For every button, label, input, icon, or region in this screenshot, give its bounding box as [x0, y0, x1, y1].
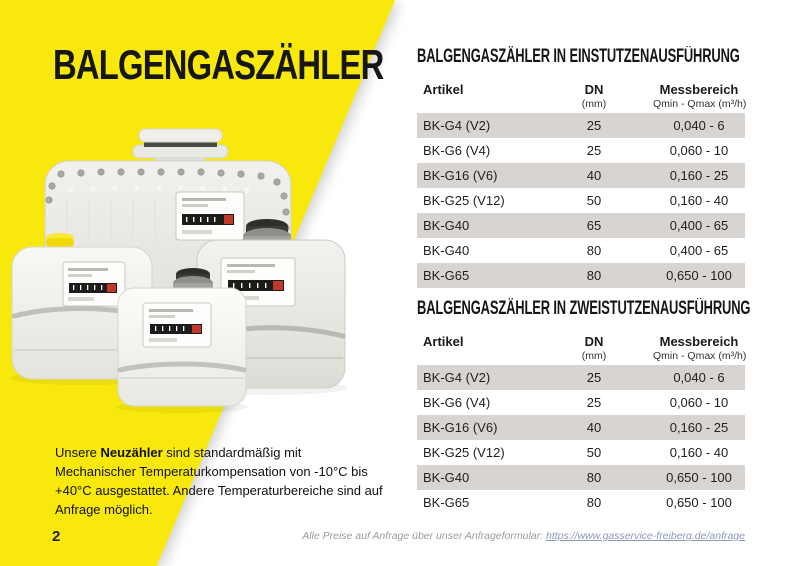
- cell-messbereich: 0,400 - 65: [669, 243, 729, 258]
- cell-artikel: BK-G4 (V2): [423, 370, 491, 385]
- cell-dn: 40: [586, 420, 602, 435]
- cell-dn: 50: [586, 445, 602, 460]
- table-row: [417, 138, 745, 163]
- temperature-note: [55, 443, 385, 519]
- table-header-row: [417, 82, 745, 113]
- cell-messbereich: 0,060 - 10: [669, 143, 729, 158]
- cell-dn: 65: [586, 218, 602, 233]
- table-row: [417, 440, 745, 465]
- cell-dn: 80: [586, 243, 602, 258]
- table-row: [417, 238, 745, 263]
- cell-dn: 25: [586, 118, 602, 133]
- cell-dn: 25: [586, 143, 602, 158]
- col-header-dn: DN (mm): [581, 334, 607, 362]
- cell-messbereich: 0,160 - 40: [669, 193, 729, 208]
- cell-messbereich: 0,160 - 25: [669, 420, 729, 435]
- cell-messbereich: 0,160 - 25: [669, 168, 729, 183]
- table-row: [417, 490, 745, 515]
- cell-messbereich: 0,060 - 10: [669, 395, 729, 410]
- cell-dn: 80: [586, 268, 602, 283]
- page-title: BALGENGASZÄHLER: [53, 41, 384, 88]
- cell-artikel: BK-G16 (V6): [423, 420, 498, 435]
- table-row: [417, 390, 745, 415]
- col-header-messbereich: Messbereich Qmin - Qmax (m³/h): [653, 334, 747, 362]
- table-row: [417, 263, 745, 288]
- cell-artikel: BK-G6 (V4): [423, 143, 491, 158]
- cell-dn: 80: [586, 470, 602, 485]
- cell-artikel: BK-G40: [423, 243, 470, 258]
- cell-messbereich: 0,040 - 6: [673, 370, 725, 385]
- footer: [302, 530, 745, 542]
- cell-artikel: BK-G25 (V12): [423, 193, 505, 208]
- cell-artikel: BK-G4 (V2): [423, 118, 491, 133]
- table-row: [417, 213, 745, 238]
- table-row: [417, 415, 745, 440]
- cell-artikel: BK-G25 (V12): [423, 445, 505, 460]
- footer-link[interactable]: https://www.gasservice-freiberg.de/anfrage: [545, 530, 745, 542]
- cell-messbereich: 0,650 - 100: [666, 470, 732, 485]
- cell-dn: 50: [586, 193, 602, 208]
- page-number: 2: [52, 528, 61, 545]
- table-header-row: [417, 334, 745, 365]
- cell-messbereich: 0,040 - 6: [673, 118, 725, 133]
- table-row: [417, 163, 745, 188]
- cell-artikel: BK-G16 (V6): [423, 168, 498, 183]
- table-row: [417, 365, 745, 390]
- table-row: [417, 465, 745, 490]
- middle-meter: [118, 268, 246, 406]
- cell-messbereich: 0,160 - 40: [669, 445, 729, 460]
- note-bold: Neuzähler: [100, 445, 163, 460]
- cell-artikel: BK-G40: [423, 470, 470, 485]
- footer-text: Alle Preise auf Anfrage über unser Anfrageformular:: [302, 530, 546, 542]
- cell-artikel: BK-G40: [423, 218, 470, 233]
- cell-messbereich: 0,650 - 100: [666, 495, 732, 510]
- col-header-artikel: Artikel: [423, 82, 464, 97]
- cell-messbereich: 0,400 - 65: [669, 218, 729, 233]
- product-photo-gas-meters: [5, 126, 355, 431]
- cell-dn: 80: [586, 495, 602, 510]
- table-title: BALGENGASZÄHLER IN EINSTUTZENAUSFÜHRUNG: [417, 46, 740, 67]
- cell-artikel: BK-G65: [423, 495, 470, 510]
- cell-dn: 25: [586, 395, 602, 410]
- table-title: BALGENGASZÄHLER IN ZWEISTUTZENAUSFÜHRUNG: [417, 298, 751, 319]
- cell-artikel: BK-G6 (V4): [423, 395, 491, 410]
- cell-dn: 25: [586, 370, 602, 385]
- col-header-dn: DN (mm): [581, 82, 607, 110]
- back-meter-display: [176, 192, 244, 240]
- note-post: sind standardmäßig mit Mechanischer Temperaturkompensation von -10°C bis +40°C ausgestattet. Andere Temperaturbereiche sind auf Anfrage möglich.: [55, 445, 383, 517]
- left-meter-display: [63, 262, 125, 306]
- table-row: [417, 113, 745, 138]
- col-header-messbereich: Messbereich Qmin - Qmax (m³/h): [653, 82, 747, 110]
- cell-dn: 40: [586, 168, 602, 183]
- cell-artikel: BK-G65: [423, 268, 470, 283]
- col-header-artikel: Artikel: [423, 334, 464, 349]
- table-zweistutzen: [417, 297, 751, 515]
- table-row: [417, 188, 745, 213]
- cell-messbereich: 0,650 - 100: [666, 268, 732, 283]
- table-einstutzen: [417, 45, 745, 288]
- note-pre: Unsere: [55, 445, 101, 460]
- middle-meter-display: [143, 303, 211, 347]
